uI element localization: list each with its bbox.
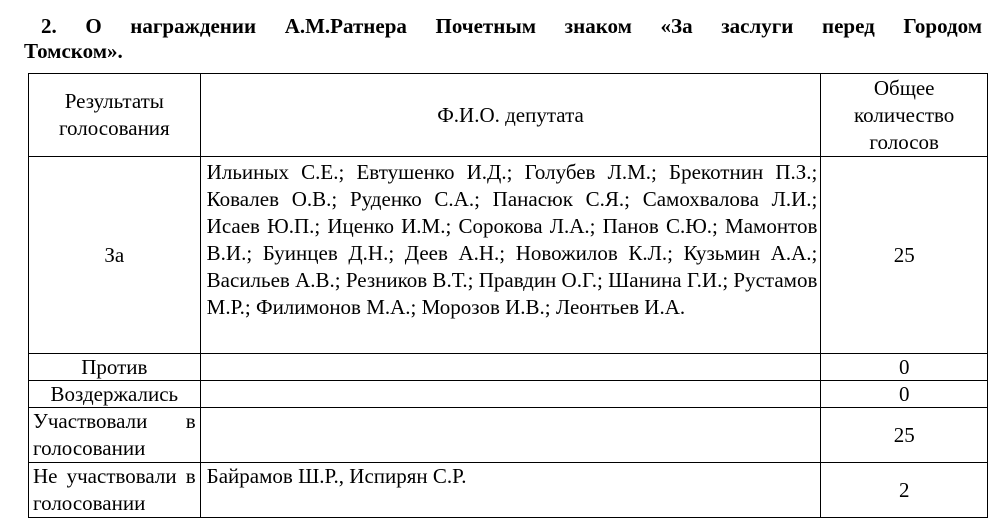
table-header-row (29, 74, 988, 157)
row-label: Воздержались (29, 381, 201, 408)
voting-results-table (28, 73, 988, 518)
heading-text: О награждении А.М.Ратнера Почетным знаком «За заслуги перед Городом (85, 14, 982, 38)
document (24, 14, 982, 64)
row-names (200, 381, 821, 408)
row-names (200, 408, 821, 463)
table-row-abstained (29, 381, 988, 408)
row-names: Байрамов Ш.Р., Испирян С.Р. (200, 463, 821, 518)
header-total: Общее количество голосов (821, 74, 988, 157)
row-count: 2 (821, 463, 988, 518)
row-count: 25 (821, 408, 988, 463)
row-label: За (29, 157, 201, 354)
row-names (200, 354, 821, 381)
resolution-heading (24, 14, 982, 39)
row-count: 25 (821, 157, 988, 354)
row-count: 0 (821, 381, 988, 408)
row-names: Ильиных С.Е.; Евтушенко И.Д.; Голубев Л.М.; Брекотнин П.З.; Ковалев О.В.; Руденко С.А.; Панасюк С.Я.; Самохвалова Л.И.; Исаев Ю.П.; Иценко И.М.; Сорокова Л.А.; Панов С.Ю.; Мамонтов В.И.; Буинцев Д.Н.; Деев А.Н.; Новожилов К.Л.; Кузьмин А.А.; Васильев А.В.; Резников В.Т.; Правдин О.Г.; Шанина Г.И.; Рустамов М.Р.; Филимонов М.А.; Морозов И.В.; Леонтьев И.А. (200, 157, 821, 354)
table-row-against (29, 354, 988, 381)
row-label: Участвовали в голосовании (29, 408, 201, 463)
row-label: Против (29, 354, 201, 381)
table-row-for (29, 157, 988, 354)
header-results: Результаты голосования (29, 74, 201, 157)
row-label: Не участвовали в голосовании (29, 463, 201, 518)
table-row-not-participated (29, 463, 988, 518)
header-deputies: Ф.И.О. депутата (200, 74, 821, 157)
row-count: 0 (821, 354, 988, 381)
table-row-participated (29, 408, 988, 463)
resolution-heading-continued: Томском». (24, 39, 123, 63)
heading-number: 2. (41, 14, 57, 38)
